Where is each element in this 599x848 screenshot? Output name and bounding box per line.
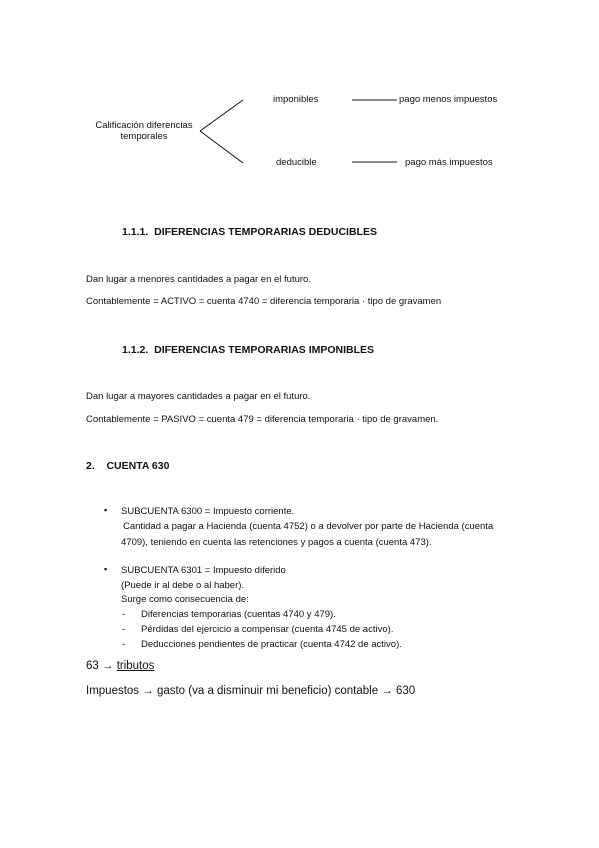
sub6301-item: Deducciones pendientes de practicar (cuenta 4742 de activo). [141,639,402,650]
section-111-heading [122,226,377,238]
diagram-result-top: pago menos impuestos [399,94,498,105]
dash-icon: - [122,639,126,650]
diagram-branch-top: imponibles [273,94,319,105]
sub6301-title: SUBCUENTA 6301 = Impuesto diferido [121,565,286,576]
dash-icon: - [122,609,126,620]
footer-line1 [86,660,154,672]
sub6301-line2: Surge como consecuencia de: [121,594,249,605]
section-111-text2: Contablemente = ACTIVO = cuenta 4740 = diferencia temporaria · tipo de gravamen [86,296,442,307]
sub6300-title: SUBCUENTA 6300 = Impuesto corriente. [121,506,295,517]
footer-line2: Impuestos → gasto (va a disminuir mi beneficio) contable → 630 [86,685,416,697]
section-112-heading [122,344,374,356]
section-112-text2: Contablemente = PASIVO = cuenta 479 = diferencia temporaria · tipo de gravamen. [86,414,439,425]
sub6301-line1: (Puede ir al debe o al haber). [121,580,245,591]
section-111-title: DIFERENCIAS TEMPORARIAS DEDUCIBLES [154,226,377,238]
diagram-root-line2: temporales [120,131,168,142]
section-111-text1: Dan lugar a menores cantidades a pagar en el futuro. [86,274,311,285]
bullet-icon: ▪ [104,505,108,515]
section-2-title: CUENTA 630 [106,460,170,472]
diagram-result-bottom: pago más impuestos [405,157,493,168]
section-2-number: 2. [86,460,95,472]
section-2-heading [86,460,169,472]
bullet-icon: ▪ [104,564,108,574]
section-112-title: DIFERENCIAS TEMPORARIAS IMPONIBLES [154,344,375,356]
sub6301-item: Pérdidas del ejercicio a compensar (cuenta 4745 de activo). [141,624,394,635]
section-111-number: 1.1.1. [122,226,149,238]
sub6300-line1: Cantidad a pagar a Hacienda (cuenta 4752) o a devolver por parte de Hacienda (cuenta [123,521,494,532]
section-112-number: 1.1.2. [122,344,149,356]
diagram-root-line1: Calificación diferencias [95,120,193,131]
footer-line1-underlined: tributos [116,660,155,672]
sub6301-item: Diferencias temporarias (cuentas 4740 y 479). [141,609,336,620]
diagram-branch-bottom: deducible [276,157,317,168]
sub6300-line2: 4709), teniendo en cuenta las retenciones y pagos a cuenta (cuenta 473). [121,537,432,548]
section-112-text1: Dan lugar a mayores cantidades a pagar en el futuro. [86,391,311,402]
dash-icon: - [122,624,126,635]
footer-line1-prefix: 63 → [86,660,117,672]
